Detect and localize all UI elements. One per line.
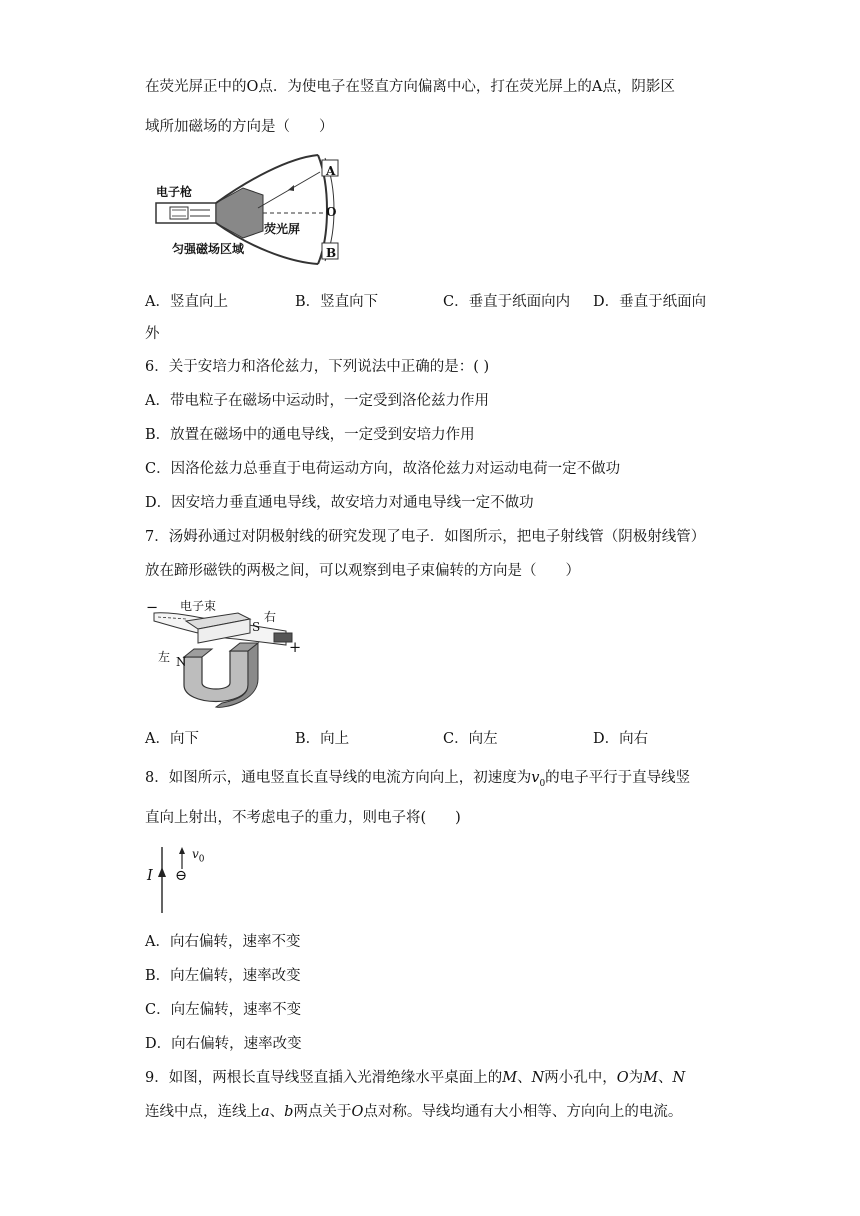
q6-option-c[interactable]: C．因洛伦兹力总垂直于电荷运动方向，故洛伦兹力对运动电荷一定不做功 (145, 461, 621, 477)
q6-option-b[interactable]: B．放置在磁场中的通电导线，一定受到安培力作用 (145, 427, 475, 443)
label-left: 左 (158, 650, 171, 664)
label-current-i: I (147, 868, 153, 884)
label-point-b: B (326, 246, 337, 260)
label-cathode-minus: − (146, 600, 159, 616)
q9-l2-c: 点对称。导线均通有大小相等、方向向上的电流。 (363, 1104, 683, 1120)
q5-line-2: 域所加磁场的方向是（ ） (145, 119, 334, 135)
label-velocity-sub: 0 (198, 854, 205, 865)
q6-stem: 6．关于安培力和洛伦兹力，下列说法中正确的是：( ) (145, 359, 490, 375)
q8-option-d[interactable]: D．向右偏转，速率改变 (145, 1036, 302, 1052)
q9-o: O (616, 1070, 629, 1086)
label-field-region: 匀强磁场区域 (172, 242, 245, 256)
q9-o2: O (351, 1104, 364, 1120)
label-point-o: O (326, 205, 337, 219)
q8-v-symbol: v (531, 770, 540, 786)
q5-option-d[interactable]: D．垂直于纸面向 (593, 294, 707, 310)
q8-option-c[interactable]: C．向左偏转，速率不变 (145, 1002, 302, 1018)
q9-line-1 (145, 1066, 685, 1087)
q8-line-1 (145, 766, 690, 789)
q9-sep2: 、 (658, 1070, 673, 1086)
q6-option-a[interactable]: A．带电粒子在磁场中运动时，一定受到洛伦兹力作用 (145, 393, 489, 409)
label-screen: 荧光屏 (264, 222, 301, 236)
q9-sep3: 、 (269, 1104, 285, 1120)
q9-a: a (261, 1104, 270, 1120)
label-point-a: A (326, 164, 336, 178)
q9-sep1: 、 (517, 1070, 532, 1086)
q9-l1-c: 为 (628, 1070, 644, 1086)
q5-option-c[interactable]: C．垂直于纸面向内 (443, 294, 571, 310)
q7-line-1: 7．汤姆孙通过对阴极射线的研究发现了电子．如图所示，把电子射线管（阴极射线管） (145, 529, 706, 545)
label-pole-s: S (252, 620, 261, 634)
q8-option-a[interactable]: A．向右偏转，速率不变 (145, 934, 301, 950)
q8-option-b[interactable]: B．向左偏转，速率改变 (145, 968, 301, 984)
electron-symbol: ⊖ (175, 868, 188, 884)
q8-line-1-part-a: 8．如图所示，通电竖直长直导线的电流方向向上，初速度为 (145, 770, 532, 786)
q8-line-1-part-b: 的电子平行于直导线竖 (545, 770, 691, 786)
label-right: 右 (264, 610, 277, 624)
q8-v-subscript: 0 (539, 778, 546, 789)
q5-option-a[interactable]: A．竖直向上 (145, 294, 228, 310)
label-velocity (192, 847, 205, 864)
q7-option-d[interactable]: D．向右 (593, 731, 649, 747)
q6-option-d[interactable]: D．因安培力垂直通电导线，故安培力对通电导线一定不做功 (145, 495, 534, 511)
q7-option-b[interactable]: B．向上 (295, 731, 350, 747)
q5-line-1: 在荧光屏正中的O点．为使电子在竖直方向偏离中心，打在荧光屏上的A点，阴影区 (145, 79, 675, 95)
q9-line-2 (145, 1100, 682, 1121)
q8-line-2: 直向上射出，不考虑电子的重力，则电子将( ) (145, 810, 461, 826)
q9-m2: M (643, 1070, 659, 1086)
label-anode-plus: + (289, 640, 302, 656)
q7-option-a[interactable]: A．向下 (145, 731, 199, 747)
label-electron-beam: 电子束 (180, 599, 217, 613)
q7-option-c[interactable]: C．向左 (443, 731, 498, 747)
q7-line-2: 放在蹄形磁铁的两极之间，可以观察到电子束偏转的方向是（ ） (145, 563, 580, 579)
q9-l1-a: 9．如图，两根长直导线竖直插入光滑绝缘水平桌面上的 (145, 1070, 503, 1086)
q9-l1-b: 两小孔中， (544, 1070, 617, 1086)
label-pole-n: N (176, 655, 187, 669)
q9-m: M (502, 1070, 518, 1086)
q5-option-b[interactable]: B．竖直向下 (295, 294, 379, 310)
label-electron-gun: 电子枪 (156, 185, 193, 199)
q9-n2: N (672, 1070, 686, 1086)
q9-l2-a: 连线中点，连线上 (145, 1104, 261, 1120)
q9-n: N (531, 1070, 545, 1086)
q9-b: b (284, 1104, 294, 1120)
q9-l2-b: 两点关于 (293, 1104, 352, 1120)
q5-option-d-wrap: 外 (145, 326, 160, 342)
label-velocity-v: v (192, 847, 199, 861)
